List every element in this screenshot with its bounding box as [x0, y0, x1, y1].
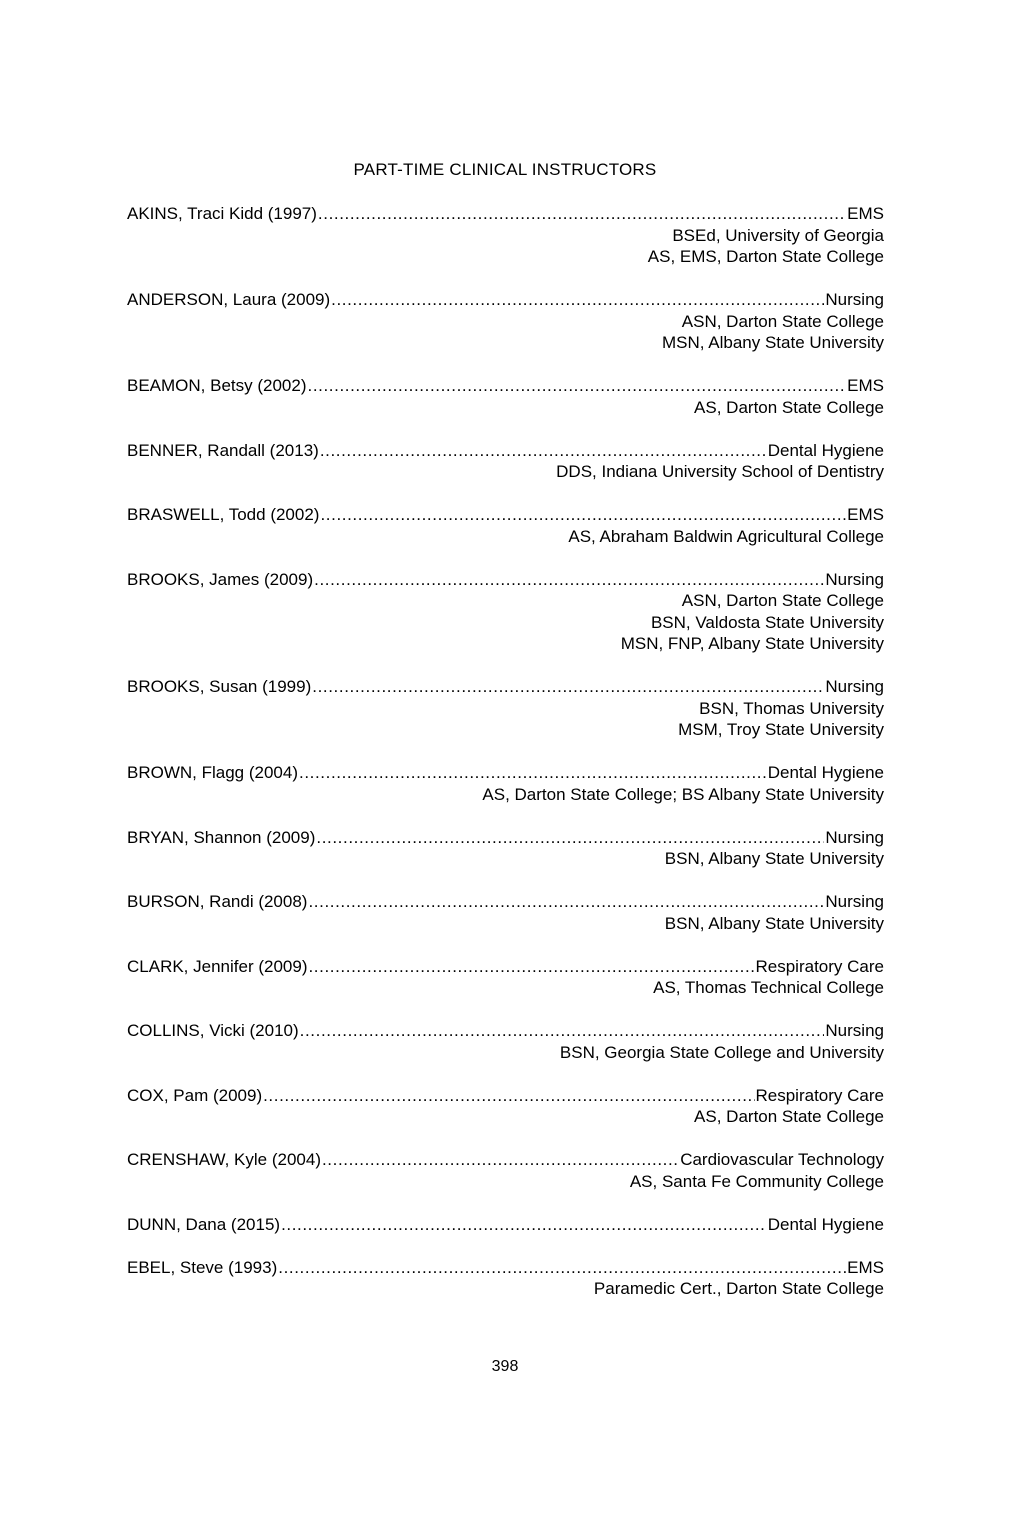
dot-leader — [320, 440, 767, 462]
instructor-degree: BSN, Valdosta State University — [650, 612, 884, 632]
instructor-entry — [127, 504, 884, 547]
instructor-row — [127, 289, 884, 311]
instructor-row — [127, 1085, 884, 1107]
instructor-row — [127, 504, 884, 526]
instructor-department: EMS — [847, 1257, 884, 1277]
instructor-degree: MSN, FNP, Albany State University — [620, 634, 884, 653]
dot-leader — [300, 1020, 825, 1042]
instructor-entry — [127, 203, 884, 268]
instructor-degree: MSN, Albany State University — [661, 333, 884, 352]
instructor-entry — [127, 1214, 884, 1236]
instructor-name: CRENSHAW, Kyle (2004) — [127, 1150, 321, 1169]
instructor-department: Dental Hygiene — [767, 440, 884, 460]
dot-leader — [308, 956, 754, 978]
instructor-entry — [127, 676, 884, 741]
instructor-department: Dental Hygiene — [767, 763, 884, 782]
instructor-department: Nursing — [825, 677, 884, 696]
instructor-row — [127, 1020, 884, 1042]
instructor-row — [127, 1257, 884, 1279]
instructor-degree: AS, Darton State College — [694, 1107, 884, 1126]
dot-leader — [331, 289, 824, 311]
instructor-entry — [127, 956, 884, 999]
instructor-department: Nursing — [825, 892, 884, 911]
page-number: 398 — [491, 1358, 519, 1375]
instructor-name: BROOKS, James (2009) — [127, 569, 314, 589]
instructor-department: Nursing — [825, 827, 884, 847]
dot-leader — [322, 1149, 679, 1171]
instructor-department: Nursing — [825, 290, 884, 309]
instructor-name: COX, Pam (2009) — [127, 1085, 263, 1105]
instructor-department: Nursing — [825, 569, 884, 589]
instructor-degree: AS, Thomas Technical College — [653, 978, 884, 997]
instructor-degree: BSN, Albany State University — [664, 913, 884, 933]
instructor-row — [127, 676, 884, 698]
dot-leader — [281, 1214, 767, 1236]
instructor-degree: ASN, Darton State College — [681, 311, 884, 331]
dot-leader — [263, 1085, 754, 1107]
instructor-entry — [127, 289, 884, 354]
page-title: PART-TIME CLINICAL INSTRUCTORS — [353, 160, 657, 179]
instructor-row — [127, 375, 884, 397]
dot-leader — [299, 762, 767, 784]
instructor-degree: BSN, Georgia State College and University — [559, 1042, 884, 1062]
instructor-list — [127, 203, 884, 1300]
instructor-row — [127, 827, 884, 849]
instructor-entry — [127, 827, 884, 870]
dot-leader — [308, 375, 847, 397]
instructor-entry — [127, 1149, 884, 1192]
instructor-department: EMS — [847, 204, 884, 223]
instructor-name: BURSON, Randi (2008) — [127, 892, 308, 911]
instructor-name: BROWN, Flagg (2004) — [127, 763, 298, 782]
dot-leader — [308, 891, 824, 913]
instructor-name: ANDERSON, Laura (2009) — [127, 290, 331, 309]
instructor-row — [127, 569, 884, 591]
instructor-name: BRASWELL, Todd (2002) — [127, 505, 320, 524]
dot-leader — [278, 1257, 846, 1279]
instructor-entry — [127, 375, 884, 418]
dot-leader — [316, 827, 824, 849]
instructor-row — [127, 440, 884, 462]
instructor-entry — [127, 569, 884, 655]
instructor-degree: AS, Darton State College — [694, 397, 884, 417]
instructor-name: BEAMON, Betsy (2002) — [127, 376, 307, 395]
instructor-name: CLARK, Jennifer (2009) — [127, 956, 308, 976]
instructor-degree: AS, EMS, Darton State College — [647, 247, 884, 266]
instructor-entry — [127, 440, 884, 483]
instructor-name: DUNN, Dana (2015) — [127, 1214, 281, 1234]
instructor-degree: AS, Darton State College; BS Albany State University — [482, 784, 884, 804]
instructor-name: BROOKS, Susan (1999) — [127, 677, 312, 696]
instructor-department: Cardiovascular Technology — [680, 1150, 884, 1169]
instructor-entry — [127, 1020, 884, 1063]
instructor-entry — [127, 762, 884, 805]
instructor-row — [127, 762, 884, 784]
instructor-degree: BSEd, University of Georgia — [672, 225, 884, 245]
dot-leader — [318, 203, 846, 225]
instructor-row — [127, 1214, 884, 1236]
instructor-degree: BSN, Albany State University — [664, 849, 884, 868]
instructor-row — [127, 1149, 884, 1171]
dot-leader — [314, 569, 824, 591]
instructor-entry — [127, 1257, 884, 1300]
instructor-degree: AS, Santa Fe Community College — [629, 1171, 884, 1191]
instructor-name: BENNER, Randall (2013) — [127, 440, 319, 460]
instructor-row — [127, 956, 884, 978]
dot-leader — [312, 676, 824, 698]
instructor-department: EMS — [847, 376, 884, 395]
instructor-department: Respiratory Care — [755, 1085, 884, 1105]
instructor-name: EBEL, Steve (1993) — [127, 1257, 278, 1277]
instructor-department: Respiratory Care — [755, 956, 884, 976]
instructor-degree: DDS, Indiana University School of Dentistry — [556, 462, 884, 481]
instructor-degree: BSN, Thomas University — [699, 698, 884, 718]
instructor-degree: ASN, Darton State College — [681, 591, 884, 610]
instructor-degree: Paramedic Cert., Darton State College — [593, 1279, 884, 1298]
instructor-row — [127, 203, 884, 225]
dot-leader — [320, 504, 846, 526]
instructor-degree: AS, Abraham Baldwin Agricultural College — [568, 526, 884, 546]
instructor-row — [127, 891, 884, 913]
instructor-department: EMS — [847, 505, 884, 524]
instructor-degree: MSM, Troy State University — [678, 720, 884, 739]
instructor-entry — [127, 891, 884, 934]
instructor-department: Dental Hygiene — [767, 1214, 884, 1234]
instructor-name: AKINS, Traci Kidd (1997) — [127, 204, 317, 223]
instructor-name: COLLINS, Vicki (2010) — [127, 1021, 299, 1040]
instructor-name: BRYAN, Shannon (2009) — [127, 827, 316, 847]
instructor-department: Nursing — [825, 1021, 884, 1040]
instructor-entry — [127, 1085, 884, 1128]
